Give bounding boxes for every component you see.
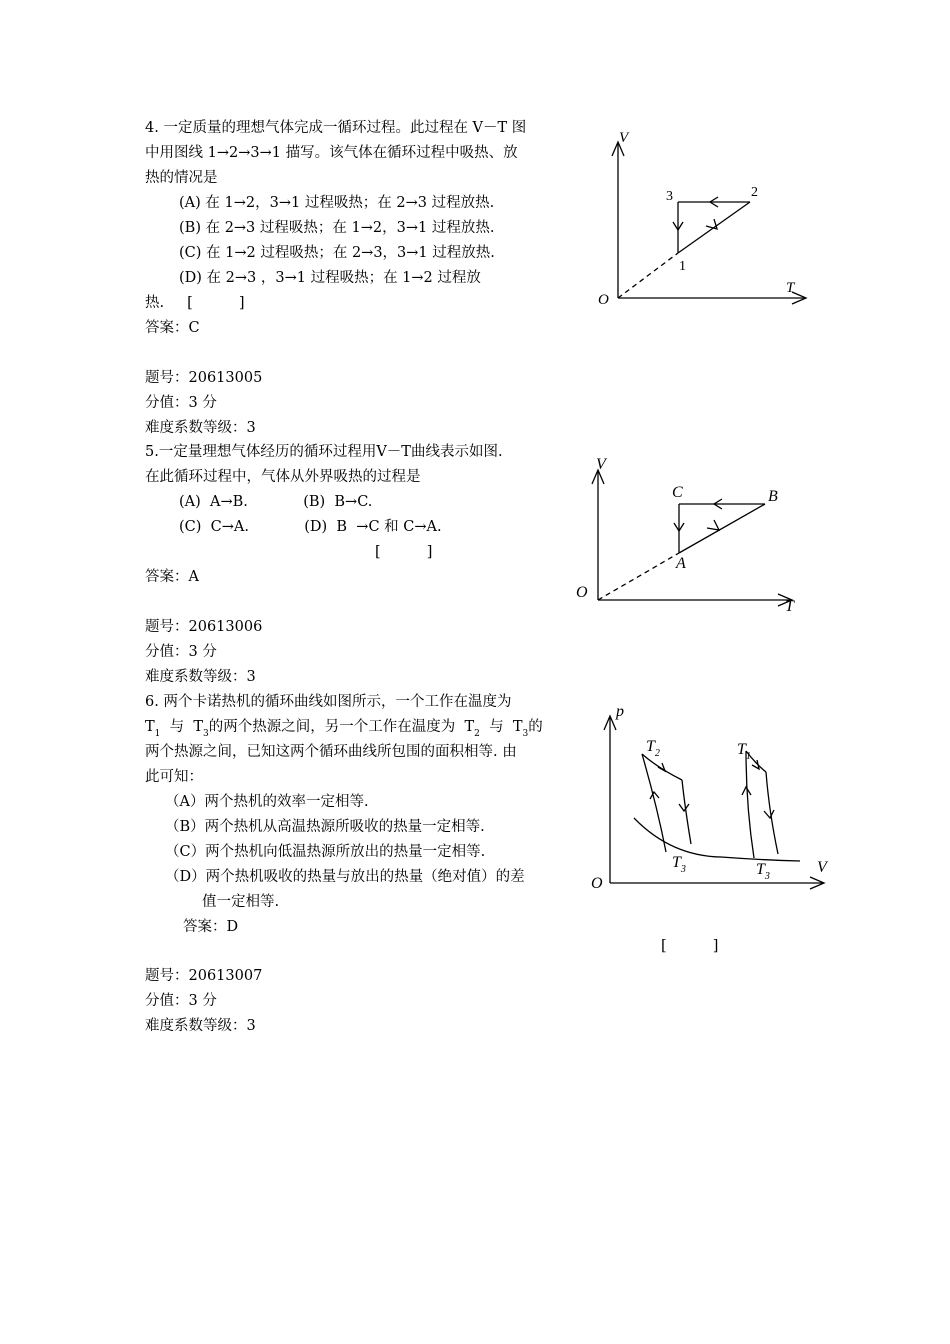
question-level: 难度系数等级：3 xyxy=(145,420,256,436)
question-id: 题号：20613007 xyxy=(145,968,263,984)
fig3-v-label: V xyxy=(817,859,827,876)
fig2-origin-label: O xyxy=(576,584,588,601)
q6-bracket: [ ] xyxy=(661,938,719,954)
t3-sub: 3 xyxy=(522,729,529,739)
q6-option-d-line1: （D）两个热机吸收的热量与放出的热量（绝对值）的差 xyxy=(165,869,525,885)
fig1-v-label: V xyxy=(619,130,629,146)
question-score: 分值：3 分 xyxy=(145,644,217,660)
question-score: 分值：3 分 xyxy=(145,993,217,1009)
q4-answer: 答案：C xyxy=(145,320,200,336)
t2-sub: 2 xyxy=(474,729,480,739)
fig2-point-a: A xyxy=(676,555,686,572)
t2-symbol: T xyxy=(464,719,475,735)
q6-option-c: （C）两个热机向低温热源所放出的热量一定相等. xyxy=(165,844,486,860)
fig3-t3-label-left: $T_3$ xyxy=(672,854,686,875)
t1-sub: 1 xyxy=(154,729,161,739)
q5-answer: 答案：A xyxy=(145,569,199,585)
fig2-point-b: B xyxy=(768,488,778,505)
meta-block-2 xyxy=(145,615,262,690)
fig2-v-label: V xyxy=(596,456,606,473)
question-id: 题号：20613005 xyxy=(145,370,263,386)
question-level: 难度系数等级：3 xyxy=(145,1018,256,1034)
t1-symbol: T xyxy=(145,719,155,735)
question-id: 题号：20613006 xyxy=(145,619,263,635)
t3-sub: 3 xyxy=(203,729,209,739)
fig3-p-label: p xyxy=(616,703,624,720)
fig1-t-label: T xyxy=(786,280,795,296)
question-score: 分值：3 分 xyxy=(145,395,217,411)
fig1-point-1: 1 xyxy=(679,259,686,274)
q6-option-d-line2: 值一定相等. xyxy=(202,894,280,910)
meta-block-1 xyxy=(145,366,262,441)
q6-line2 xyxy=(145,715,543,740)
q4-option-a: (A) 在 1→2，3→1 过程吸热；在 2→3 过程放热. xyxy=(179,195,495,211)
t3-symbol: T xyxy=(193,719,204,735)
question-5 xyxy=(145,440,503,590)
q6-line1: 6. 两个卡诺热机的循环曲线如图所示，一个工作在温度为 xyxy=(145,694,512,710)
q5-bracket: [ ] xyxy=(375,544,433,560)
q6-option-b: （B）两个热机从高温热源所吸收的热量一定相等. xyxy=(165,819,485,835)
fig1-point-2: 2 xyxy=(751,185,758,200)
fig3-t3-label-right: $T_3$ xyxy=(756,861,770,882)
q4-option-d-line2: 热. [ ] xyxy=(145,295,245,311)
q4-option-c: (C) 在 1→2 过程吸热；在 2→3，3→1 过程放热. xyxy=(179,245,495,261)
meta-block-3 xyxy=(145,964,262,1039)
fig3-t1-label: $T_1$ xyxy=(737,741,751,762)
figure-q4-vt-diagram xyxy=(590,122,820,317)
q5-line2: 在此循环过程中，气体从外界吸热的过程是 xyxy=(145,469,421,485)
q4-line1: 4. 一定质量的理想气体完成一循环过程。此过程在 V－T 图 xyxy=(145,120,527,136)
q6-line4: 此可知： xyxy=(145,769,203,785)
fig2-point-c: C xyxy=(672,484,683,501)
q4-line2: 中用图线 1→2→3→1 描写。该气体在循环过程中吸热、放 xyxy=(145,145,518,161)
q4-option-d-line1: (D) 在 2→3 ，3→1 过程吸热；在 1→2 过程放 xyxy=(179,270,481,286)
question-6 xyxy=(145,690,543,940)
q6-line3: 两个热源之间，已知这两个循环曲线所包围的面积相等. 由 xyxy=(145,744,517,760)
question-level: 难度系数等级：3 xyxy=(145,669,256,685)
fig1-origin-label: O xyxy=(598,292,609,308)
q5-options-cd: (C) C→A. (D) B →C 和 C→A. xyxy=(179,519,442,535)
q6-and: 与 xyxy=(479,719,513,735)
q5-line1: 5.一定量理想气体经历的循环过程用V－T曲线表示如图. xyxy=(145,444,503,460)
q6-answer: 答案：D xyxy=(183,919,239,935)
q6-option-a: （A）两个热机的效率一定相等. xyxy=(165,794,369,810)
q6-line2-end: 的 xyxy=(528,719,543,735)
fig3-origin-label: O xyxy=(591,875,603,892)
figure-q5-vt-diagram xyxy=(572,455,812,620)
q6-line2-text: 的两个热源之间，另一个工作在温度为 xyxy=(208,719,465,735)
fig2-t-label: T xyxy=(785,598,794,615)
q4-option-b: (B) 在 2→3 过程吸热；在 1→2，3→1 过程放热. xyxy=(179,220,495,236)
fig3-t2-label: $T_2$ xyxy=(646,738,660,759)
q5-options-ab: (A) A→B. (B) B→C. xyxy=(179,494,373,510)
fig1-point-3: 3 xyxy=(666,189,673,204)
q4-line3: 热的情况是 xyxy=(145,170,218,186)
question-4 xyxy=(145,116,526,341)
figure-q6-pv-diagram xyxy=(586,696,836,896)
q6-and: 与 xyxy=(160,719,194,735)
t3-symbol: T xyxy=(512,719,523,735)
